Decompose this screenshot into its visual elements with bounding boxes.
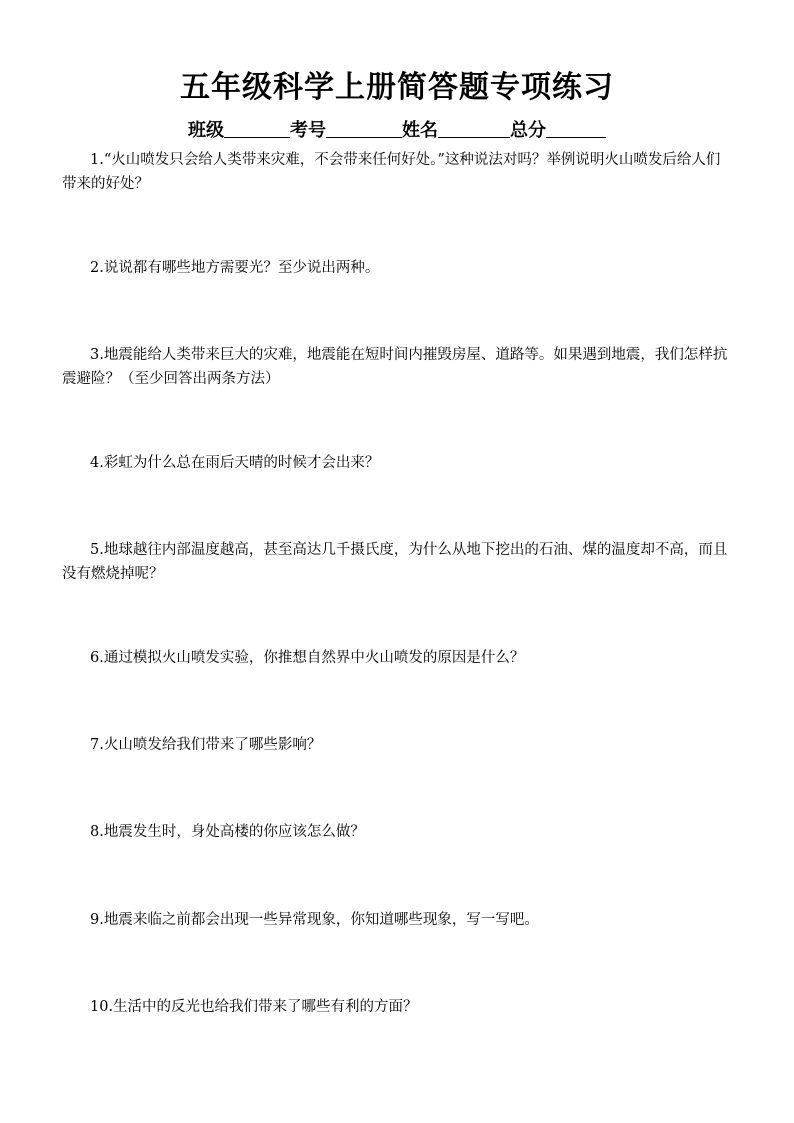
question-7: 7.火山喷发给我们带来了哪些影响？ xyxy=(90,737,322,753)
class-blank xyxy=(224,119,290,138)
exam-no-label: 考号 xyxy=(290,120,326,141)
question-5: 5.地球越往内部温度越高，甚至高达几千摄氏度，为什么从地下挖出的石油、煤的温度却不高，而且没有燃烧掉呢？ xyxy=(62,542,728,582)
question-8: 8.地震发生时，身处高楼的你应该怎么做？ xyxy=(90,824,365,840)
student-info-line xyxy=(0,116,794,142)
question-10: 10.生活中的反光也给我们带来了哪些有利的方面？ xyxy=(90,999,418,1015)
question-1: 1.“火山喷发只会给人类带来灾难，不会带来任何好处。”这种说法对吗？举例说明火山喷发后给人们带来的好处？ xyxy=(62,152,721,192)
class-label: 班级 xyxy=(188,120,224,141)
question-3: 3.地震能给人类带来巨大的灾难，地震能在短时间内摧毁房屋、道路等。如果遇到地震，我们怎样抗震避险？（至少回答出两条方法） xyxy=(62,347,728,387)
question-2: 2.说说都有哪些地方需要光？至少说出两种。 xyxy=(90,260,380,276)
question-4: 4.彩虹为什么总在雨后天晴的时候才会出来？ xyxy=(90,455,380,471)
question-6: 6.通过模拟火山喷发实验，你推想自然界中火山喷发的原因是什么？ xyxy=(90,650,525,666)
score-label: 总分 xyxy=(510,120,546,141)
question-9: 9.地震来临之前都会出现一些异常现象，你知道哪些现象，写一写吧。 xyxy=(90,912,539,928)
score-blank xyxy=(546,119,606,138)
name-blank xyxy=(438,119,510,138)
name-label: 姓名 xyxy=(402,120,438,141)
page-title: 五年级科学上册简答题专项练习 xyxy=(180,70,614,105)
exam-no-blank xyxy=(326,119,402,138)
